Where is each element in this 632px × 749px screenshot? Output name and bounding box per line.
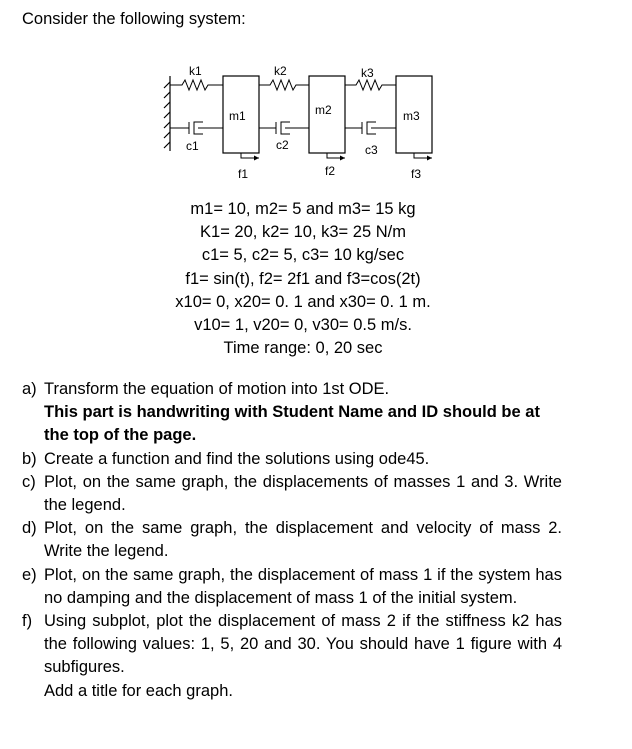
task-e [22, 564, 562, 610]
task-text: Plot, on the same graph, the displacement of mass 1 if the system has no damping and the displacement of mass 1 of the initial system. [44, 565, 562, 607]
task-marker: d) [22, 519, 37, 538]
task-text: Transform the equation of motion into 1st ODE. [44, 380, 390, 398]
task-marker: f) [22, 612, 33, 631]
task-note: This part is handwriting with Student Name and ID should be at the top of the page. [44, 403, 540, 445]
spring-k2 [259, 80, 309, 90]
task-text: Create a function and find the solutions using ode45. [44, 449, 430, 468]
task-f [22, 610, 562, 703]
task-extra: Add a title for each graph. [44, 681, 233, 700]
task-text: Plot, on the same graph, the displacements of masses 1 and 3. Write the legend. [44, 472, 562, 515]
force-f2-label: f2 [325, 164, 336, 178]
mass-spring-damper-diagram [158, 58, 448, 183]
param-initial-velocity: v10= 1, v20= 0, v30= 0.5 m/s. [194, 316, 412, 335]
param-forces: f1= sin(t), f2= 2f1 and f3=cos(2t) [185, 269, 421, 288]
param-masses: m1= 10, m2= 5 and m3= 15 kg [190, 200, 416, 218]
spring-k1 [170, 80, 223, 90]
damper-c2-label: c2 [276, 138, 289, 152]
force-f1-label: f1 [238, 167, 249, 181]
mass-3-label: m3 [403, 109, 420, 123]
damper-c1-label: c1 [186, 139, 199, 153]
task-c [22, 471, 562, 517]
param-damping: c1= 5, c2= 5, c3= 10 kg/sec [201, 246, 405, 265]
parameter-list [150, 198, 456, 360]
param-initial-displacement: x10= 0, x20= 0. 1 and x30= 0. 1 m. [175, 292, 431, 311]
fixed-wall [164, 76, 170, 151]
intro-heading: Consider the following system: [22, 10, 246, 28]
spring-k3-label: k3 [361, 66, 374, 80]
force-f3-label: f3 [411, 167, 422, 181]
task-marker: e) [22, 565, 37, 584]
damper-c1 [170, 122, 223, 134]
task-d [22, 517, 562, 563]
mass-2-label: m2 [315, 103, 332, 117]
damper-c3 [345, 122, 396, 134]
task-b [22, 448, 562, 471]
task-marker: b) [22, 449, 37, 468]
damper-c3-label: c3 [365, 143, 378, 157]
spring-k3 [345, 80, 396, 90]
task-text: Plot, on the same graph, the displacement and velocity of mass 2. Write the legend. [44, 519, 562, 561]
task-marker: a) [22, 380, 37, 398]
param-stiffness: K1= 20, k2= 10, k3= 25 N/m [200, 223, 406, 242]
task-a [22, 378, 562, 448]
damper-c2 [259, 122, 309, 134]
task-text: Using subplot, plot the displacement of mass 2 if the stiffness k2 has the following values: 1, 5, 20 and 30. You should have 1 figure with 4 subfigures. [44, 612, 562, 677]
spring-k1-label: k1 [189, 64, 202, 78]
task-marker: c) [22, 472, 36, 491]
spring-k2-label: k2 [274, 64, 287, 78]
task-list [22, 378, 562, 703]
mass-1-label: m1 [229, 109, 246, 123]
param-time-range: Time range: 0, 20 sec [223, 339, 383, 358]
